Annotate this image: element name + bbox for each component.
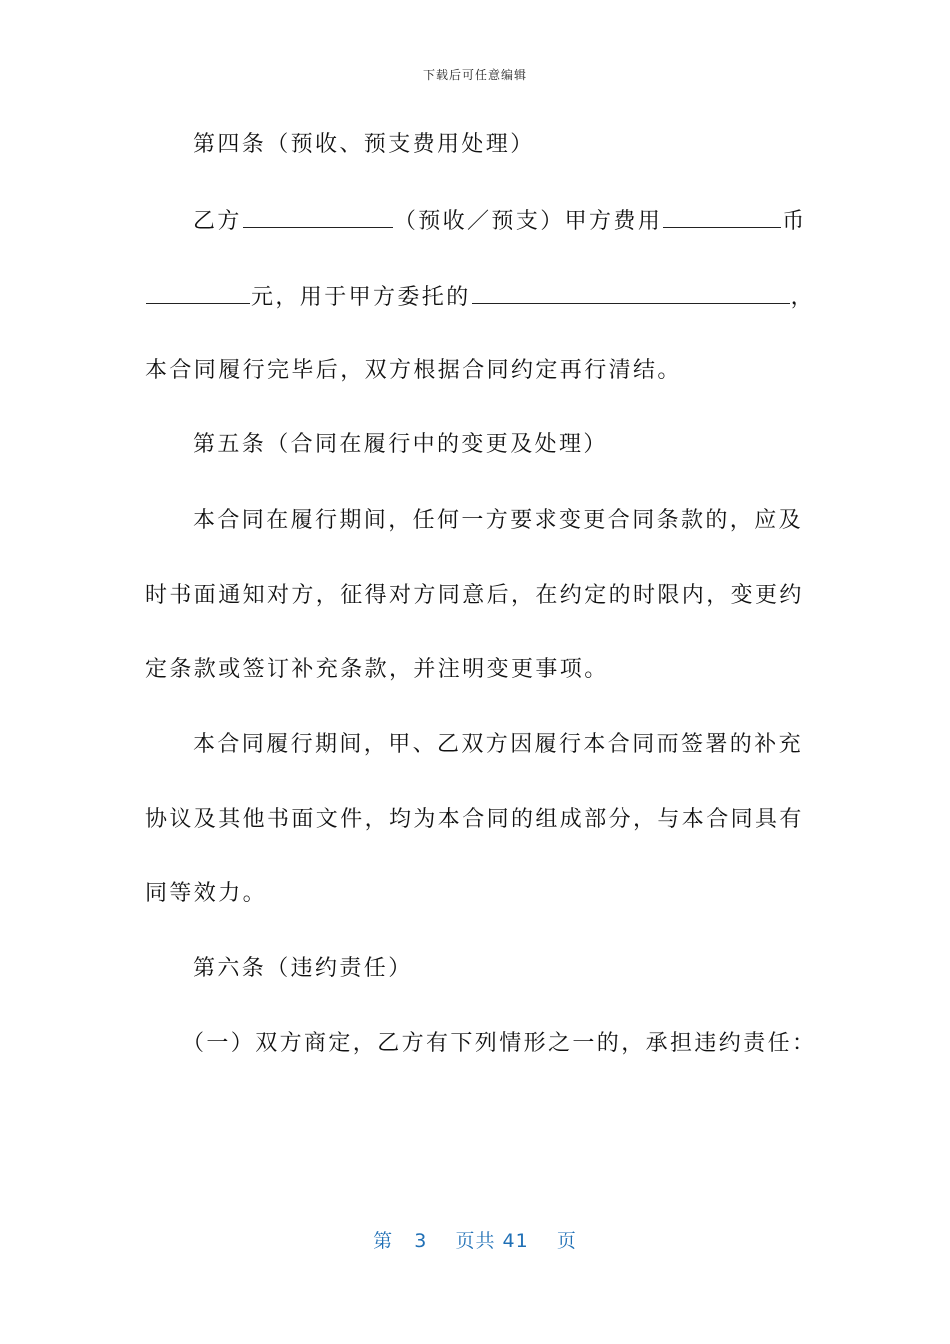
- header-note: 下载后可任意编辑: [422, 68, 527, 82]
- text-segment: 元，用于甲方委托的: [251, 285, 471, 310]
- article-5-paragraph-2-line-3: 同等效力。: [145, 881, 268, 906]
- text-segment: （预收／预支）甲方费用: [393, 209, 663, 234]
- article-6-clause-1: （一）双方商定，乙方有下列情形之一的，承担违约责任：: [182, 1031, 817, 1056]
- text-segment: ，: [790, 285, 816, 310]
- text-segment: 乙方: [193, 209, 242, 234]
- article-5-heading: 第五条（合同在履行中的变更及处理）: [193, 432, 608, 457]
- footer-suffix: 页: [556, 1230, 577, 1252]
- fill-blank: [146, 281, 250, 304]
- total-page-count: 41: [502, 1230, 529, 1252]
- article-5-paragraph-1-line-2: 时书面通知对方，征得对方同意后，在约定的时限内，变更约: [145, 583, 804, 608]
- fill-blank: [472, 281, 790, 304]
- current-page-number: 3: [414, 1230, 428, 1252]
- article-6-heading: 第六条（违约责任）: [193, 956, 413, 981]
- article-5-paragraph-2-line-2: 协议及其他书面文件，均为本合同的组成部分，与本合同具有: [145, 807, 804, 832]
- article-4-paragraph-line-3: 本合同履行完毕后，双方根据合同约定再行清结。: [145, 358, 682, 383]
- fill-blank: [663, 205, 781, 228]
- article-5-paragraph-1-line-3: 定条款或签订补充条款，并注明变更事项。: [145, 657, 609, 682]
- article-4-paragraph-line-1: [193, 205, 813, 235]
- footer-prefix: 第: [373, 1230, 394, 1252]
- article-5-paragraph-1-line-1: 本合同在履行期间，任何一方要求变更合同条款的，应及: [193, 508, 804, 533]
- footer-middle: 页共: [455, 1230, 496, 1252]
- article-4-paragraph-line-2: [145, 281, 815, 311]
- article-4-heading: 第四条（预收、预支费用处理）: [193, 132, 535, 157]
- article-5-paragraph-2-line-1: 本合同履行期间，甲、乙双方因履行本合同而签署的补充: [193, 732, 804, 757]
- page-footer: [0, 1226, 950, 1253]
- text-segment: 币: [782, 209, 807, 234]
- fill-blank: [243, 205, 393, 228]
